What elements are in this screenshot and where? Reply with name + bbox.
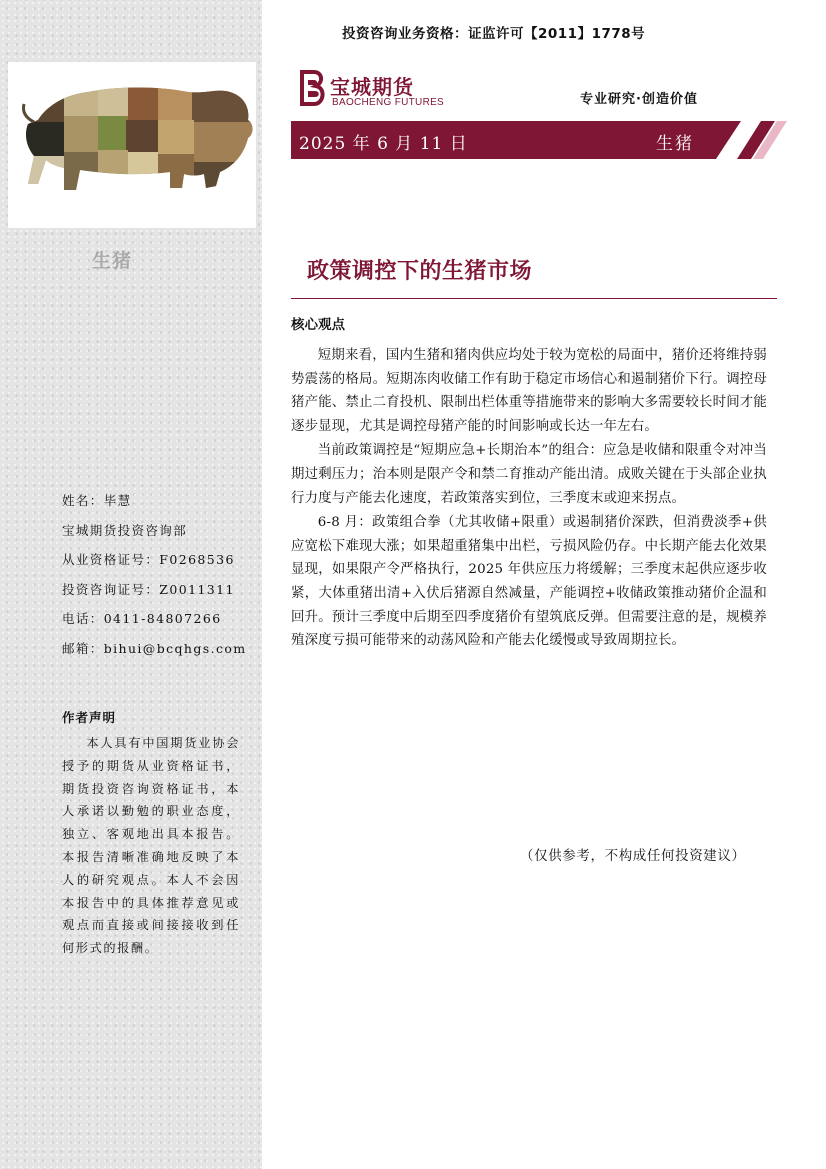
report-title: 政策调控下的生猪市场: [307, 259, 533, 284]
analyst-department: 宝城期货投资咨询部: [62, 522, 188, 538]
grain-pig-image: [8, 62, 256, 228]
section-label: 核心观点: [291, 317, 345, 333]
logo-english-name: BAOCHENG FUTURES: [332, 97, 445, 108]
license-text: 投资咨询业务资格：证监许可【2011】1778号: [342, 26, 646, 42]
date-bar: [291, 121, 787, 159]
analyst-contact: [62, 486, 258, 663]
body-paragraph: 6-8 月：政策组合拳（尤其收储+限重）或遏制猪价深跌，但消费淡季+供应宽松下难现大涨；如果超重猪集中出栏，亏损风险仍存。中长期产能去化效果显现，如果限产令严格执行，2025 年供应压力将缓解；三季度末起供应逐步收紧，大体重猪出清+入伏后猪源自然减量，产能调控+收储政策推动猪价企温和回升。预计三季度中后期至四季度猪价有望筑底反弹。但需要注意的是，规模养殖深度亏损可能带来的动荡风险和产能去化缓慢或导致周期拉长。: [291, 515, 767, 649]
declaration-body: 本人具有中国期货业协会授予的期货从业资格证书，期货投资咨询资格证书，本人承诺以勤勉的职业态度，独立、客观地出具本报告。本报告清晰准确地反映了本人的研究观点。本人不会因本报告中的具体推荐意见或观点而直接或间接接收到任何形式的报酬。: [62, 736, 240, 956]
body-paragraph: 短期来看，国内生猪和猪肉供应均处于较为宽松的局面中，猪价还将维持弱势震荡的格局。短期冻肉收储工作有助于稳定市场信心和遏制猪价下行。调控母猪产能、禁止二育投机、限制出栏体重等措施带来的影响大多需要较长时间才能逐步显现，尤其是调控母猪产能的时间影响或长达一年左右。: [291, 348, 767, 434]
logo-chinese-name: 宝城期货: [330, 75, 414, 99]
company-slogan: 专业研究·创造价值: [580, 92, 698, 107]
declaration-title: 作者声明: [62, 710, 117, 725]
disclaimer: （仅供参考，不构成任何投资建议）: [520, 848, 746, 864]
sidebar: [0, 0, 262, 1169]
analyst-consulting-no: 投资咨询证号：Z0011311: [62, 581, 235, 597]
report-date: 2025 年 6 月 11 日: [299, 134, 468, 154]
report-category: 生猪: [656, 134, 694, 154]
body-paragraph: 当前政策调控是“短期应急+长期治本”的组合：应急是收储和限重令对冲当期过剩压力；治本则是限产令和禁二育推动产能出清。成败关键在于头部企业执行力度与产能去化速度，若政策落实到位，三季度末或迎来拐点。: [291, 443, 767, 506]
sidebar-category-title: 生猪: [92, 250, 133, 272]
title-divider: [291, 298, 777, 299]
pig-image-frame: [8, 62, 256, 228]
report-body: [291, 344, 767, 654]
analyst-qualification-no: 从业资格证号：F0268536: [62, 552, 235, 567]
analyst-phone: 电话：0411-84807266: [62, 611, 222, 626]
analyst-name: 姓名：毕慧: [62, 493, 132, 508]
bc-logo-icon: [296, 68, 328, 108]
analyst-email[interactable]: 邮箱：bihui@bcqhgs.com: [62, 640, 247, 656]
